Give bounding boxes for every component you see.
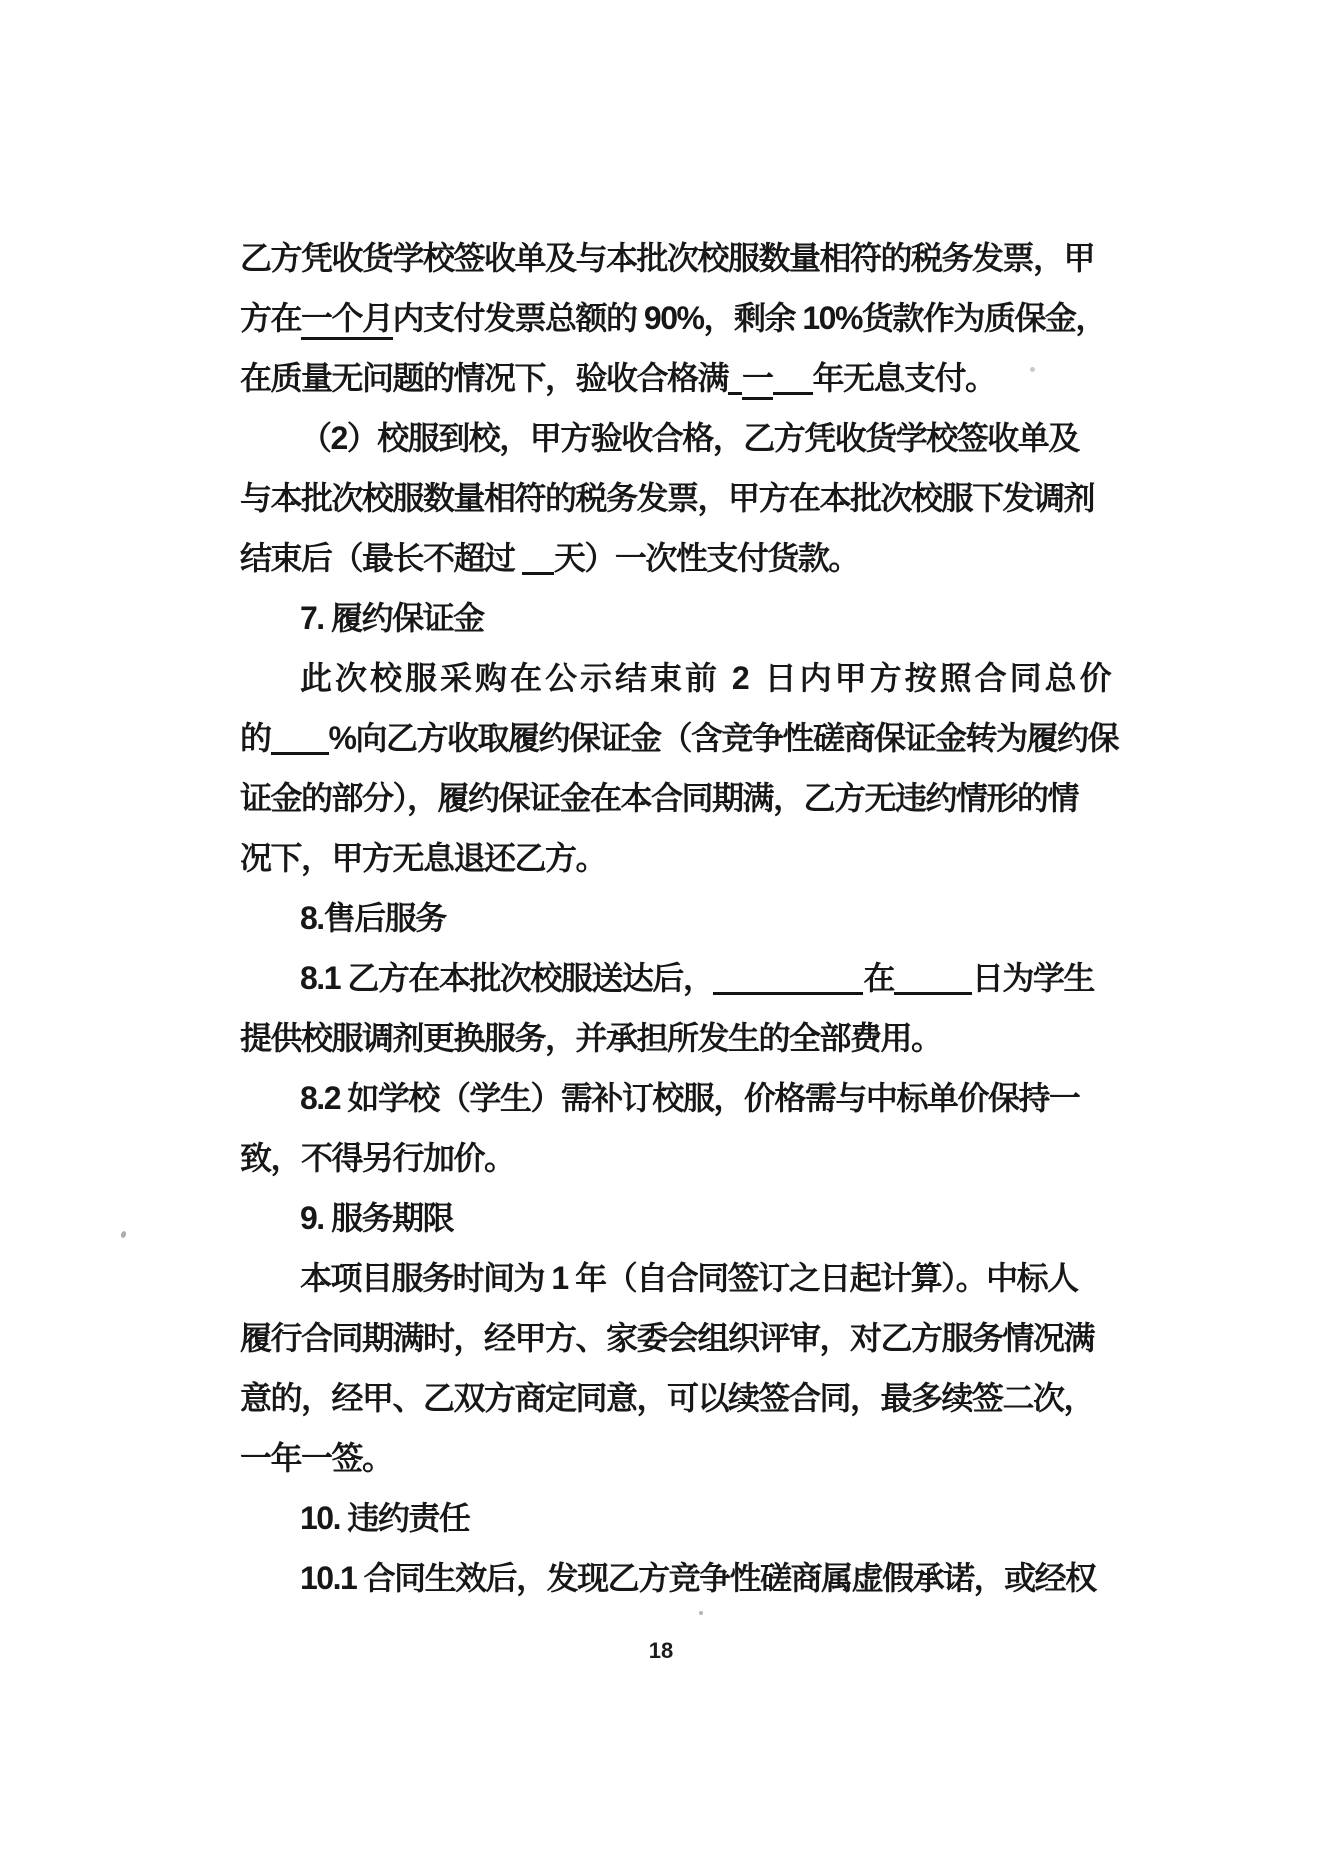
contract-line: （2）校服到校，甲方验收合格，乙方凭收货学校签收单及 [300,420,1079,456]
contract-line: 与本批次校服数量相符的税务发票，甲方在本批次校服下发调剂 [240,480,1095,516]
contract-line: 10. 违约责任 [300,1500,470,1536]
contract-line: 8.1 乙方在本批次校服送达后， 在 日为学生 [300,960,1094,996]
fill-in-blank-underline [713,992,863,995]
contract-line: 的 %向乙方收取履约保证金（含竞争性磋商保证金转为履约保 [240,720,1118,756]
contract-line: 提供校服调剂更换服务，并承担所发生的全部费用。 [240,1020,942,1056]
contract-line: 结束后（最长不超过 天）一次性支付货款。 [240,540,859,576]
scan-speck [120,1230,127,1238]
contract-line: 一年一签。 [240,1440,393,1476]
contract-line: 乙方凭收货学校签收单及与本批次校服数量相符的税务发票，甲 [240,240,1095,276]
underlined-text: 一 [742,360,773,400]
contract-line: 10.1 合同生效后，发现乙方竞争性磋商属虚假承诺，或经权 [300,1560,1096,1596]
contract-line: 证金的部分），履约保证金在本合同期满，乙方无违约情形的情 [240,780,1079,816]
fill-in-blank-underline [894,992,972,995]
fill-in-blank-underline [728,392,742,395]
contract-line: 方在一个月内支付发票总额的 90%，剩余 10%货款作为质保金， [240,288,1140,348]
scan-speck [1030,367,1035,372]
underlined-text: 一个月 [301,300,393,340]
contract-line: 致，不得另行加价。 [240,1140,515,1176]
contract-line: 意的，经甲、乙双方商定同意，可以续签合同，最多续签二次， [240,1380,1095,1416]
page-number: 18 [648,1638,674,1663]
contract-line: 况下，甲方无息退还乙方。 [240,840,607,876]
fill-in-blank-underline [522,572,554,575]
contract-line: 本项目服务时间为 1 年（自合同签订之日起计算）。中标人 [300,1260,1078,1296]
contract-line: 7. 履约保证金 [300,600,484,636]
contract-line: 此次校服采购在公示结束前 2 日内甲方按照合同总价 [300,660,1115,696]
contract-line: 在质量无问题的情况下，验收合格满 一 年无息支付。 [240,348,1140,408]
fill-in-blank-underline [773,392,813,395]
scan-speck [699,1611,703,1615]
fill-in-blank-underline [271,752,329,755]
contract-line: 8.2 如学校（学生）需补订校服，价格需与中标单价保持一 [300,1080,1080,1116]
contract-line: 履行合同期满时，经甲方、家委会组织评审，对乙方服务情况满 [240,1320,1095,1356]
contract-line: 9. 服务期限 [300,1200,454,1236]
contract-text [240,228,1140,1608]
contract-line: 8.售后服务 [300,900,446,936]
